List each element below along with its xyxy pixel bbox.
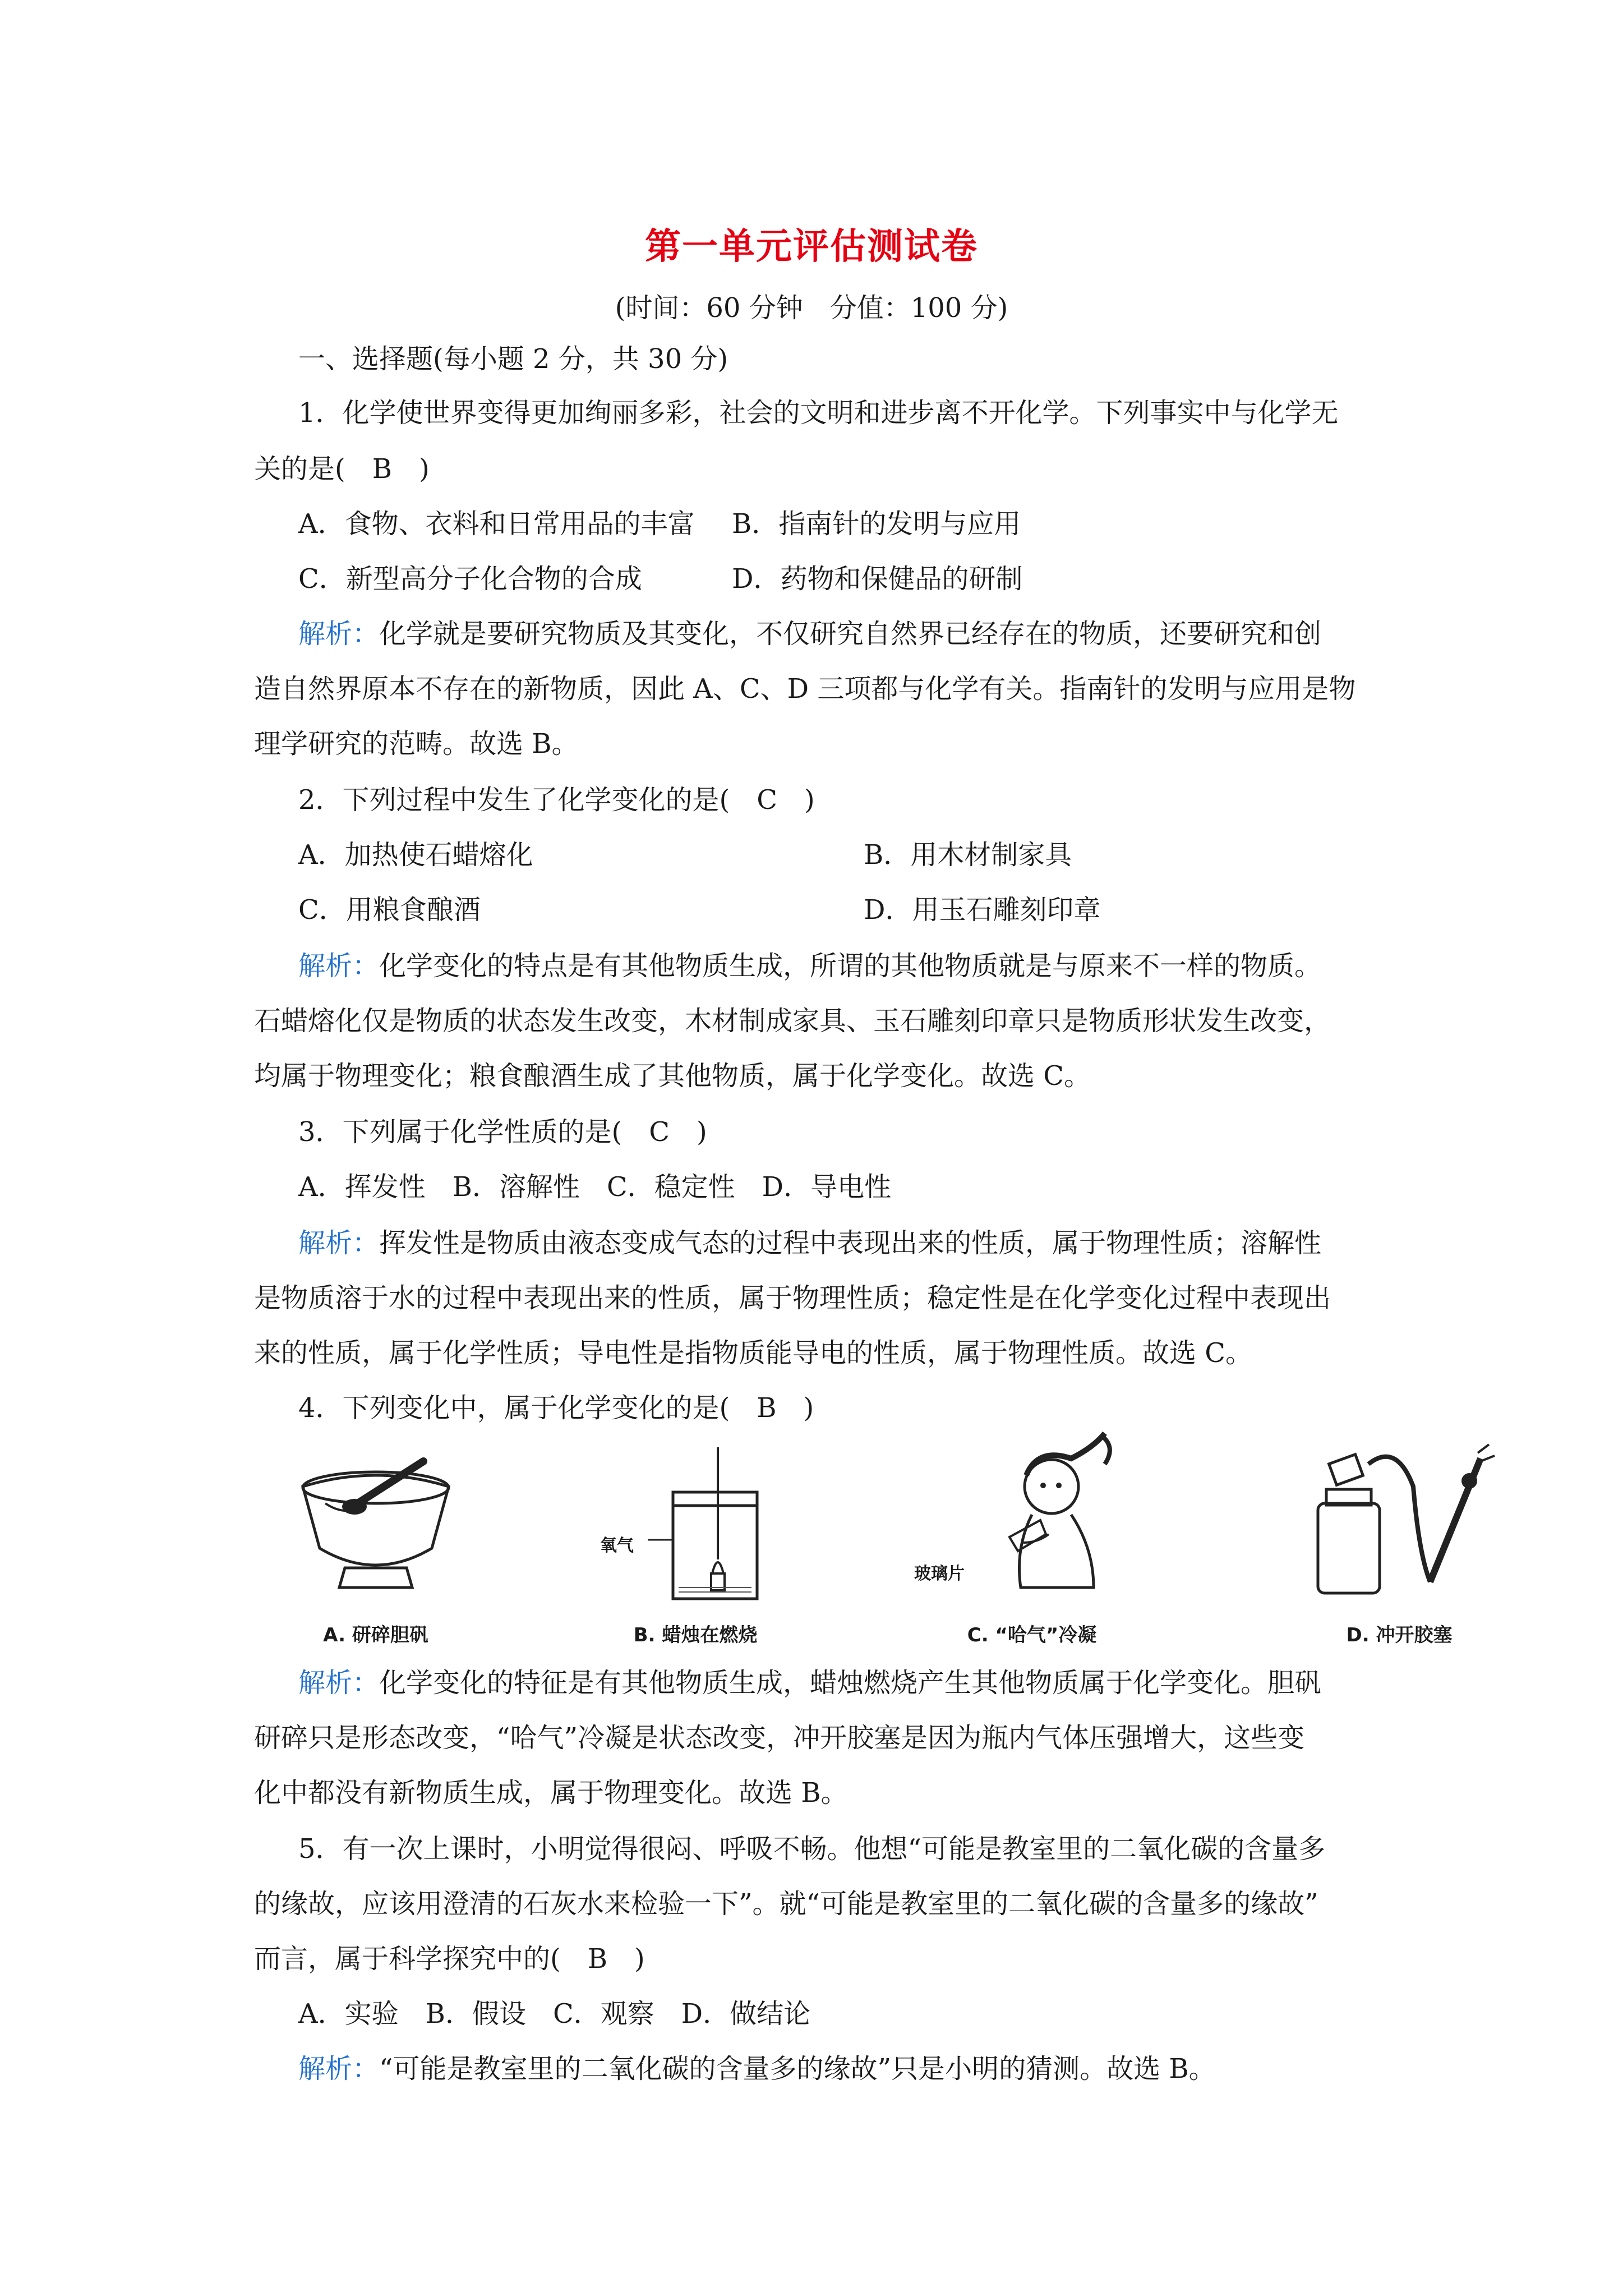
analysis-label: 解析： [298, 618, 380, 650]
q4-caption-d: D. 冲开胶塞 [1346, 1624, 1453, 1646]
q1-analysis-line-2: 造自然界原本不存在的新物质，因此 A、C、D 三项都与化学有关。指南针的发明与应用是物 [254, 673, 1356, 705]
q3-analysis-line-2: 是物质溶于水的过程中表现出来的性质，属于物理性质；稳定性是在化学变化过程中表现出 [254, 1282, 1331, 1314]
q2-stem: 2．下列过程中发生了化学变化的是( C ) [298, 784, 815, 816]
q1-analysis-line-3: 理学研究的范畴。故选 B。 [254, 728, 579, 760]
analysis-label: 解析： [298, 1667, 380, 1699]
q4-analysis-line-1: 解析：化学变化的特征是有其他物质生成，蜡烛燃烧产生其他物质属于化学变化。胆矾 [298, 1667, 1322, 1699]
mortar-pestle-icon [292, 1453, 460, 1610]
q1-stem-line-1: 1．化学使世界变得更加绚丽多彩，社会的文明和进步离不开化学。下列事实中与化学无 [298, 397, 1339, 429]
candle-jar-icon [606, 1447, 785, 1610]
q4-analysis-line-3: 化中都没有新物质生成，属于物理变化。故选 B。 [254, 1777, 848, 1809]
q4-analysis-line-2: 研碎只是形态改变，“哈气”冷凝是状态改变，冲开胶塞是因为瓶内气体压强增大，这些变 [254, 1722, 1305, 1754]
q4-caption-c: C. “哈气”冷凝 [967, 1624, 1097, 1646]
q2-analysis-line-1: 解析：化学变化的特点是有其他物质生成，所谓的其他物质就是与原来不一样的物质。 [298, 950, 1322, 982]
q2-option-a: A．加热使石蜡熔化 [298, 839, 533, 871]
q2-option-b: B．用木材制家具 [864, 839, 1072, 871]
q3-analysis-line-1: 解析：挥发性是物质由液态变成气态的过程中表现出来的性质，属于物理性质；溶解性 [298, 1227, 1322, 1259]
q5-analysis-line-1: 解析：“可能是教室里的二氧化碳的含量多的缘故”只是小明的猜测。故选 B。 [298, 2053, 1216, 2085]
q3-analysis-line-3: 来的性质，属于化学性质；导电性是指物质能导电的性质，属于物理性质。故选 C。 [254, 1337, 1252, 1369]
q4-figure-row [292, 1453, 1497, 1644]
q2-option-d: D．用玉石雕刻印章 [864, 894, 1101, 926]
q2-analysis-line-3: 均属于物理变化；粮食酿酒生成了其他物质，属于化学变化。故选 C。 [254, 1060, 1091, 1092]
q1-option-a: A．食物、衣料和日常用品的丰富 [298, 508, 695, 540]
q4-stem: 4．下列变化中，属于化学变化的是( B ) [298, 1392, 814, 1424]
q4-label-oxygen: 氧气 [600, 1536, 634, 1556]
q2-analysis-line-2: 石蜡熔化仅是物质的状态发生改变，木材制成家具、玉石雕刻印章只是物质形状发生改变， [254, 1005, 1331, 1037]
analysis-label: 解析： [298, 1227, 380, 1259]
analysis-label: 解析： [298, 950, 380, 982]
q4-figure-b [600, 1453, 785, 1646]
q5-stem-line-2: 的缘故，应该用澄清的石灰水来检验一下”。就“可能是教室里的二氧化碳的含量多的缘故” [254, 1888, 1318, 1920]
q1-option-c: C．新型高分子化合物的合成 [298, 563, 642, 595]
analysis-label: 解析： [298, 2053, 380, 2085]
q1-stem-line-2: 关的是( B ) [254, 453, 430, 485]
q5-options: A．实验 B．假设 C．观察 D．做结论 [298, 1998, 811, 2030]
q1-option-b: B．指南针的发明与应用 [732, 508, 1021, 540]
q4-caption-a: A. 研碎胆矾 [323, 1624, 428, 1646]
q5-stem-line-3: 而言，属于科学探究中的( B ) [254, 1943, 645, 1975]
q3-stem: 3．下列属于化学性质的是( C ) [298, 1116, 707, 1148]
q4-caption-b: B. 蜡烛在燃烧 [633, 1624, 758, 1646]
q4-figure-c [914, 1453, 1138, 1646]
page-title: 第一单元评估测试卷 [645, 226, 978, 268]
q1-option-d: D．药物和保健品的研制 [732, 563, 1023, 595]
q5-stem-line-1: 5．有一次上课时，小明觉得很闷、呼吸不畅。他想“可能是教室里的二氧化碳的含量多 [298, 1833, 1326, 1865]
q4-figure-a [292, 1453, 460, 1644]
q4-figure-d [1301, 1453, 1497, 1644]
time-score-info: (时间：60 分钟 分值：100 分) [615, 292, 1008, 324]
q1-analysis-line-1: 解析：化学就是要研究物质及其变化，不仅研究自然界已经存在的物质，还要研究和创 [298, 618, 1322, 650]
q3-options: A．挥发性 B．溶解性 C．稳定性 D．导电性 [298, 1171, 892, 1203]
q2-option-c: C．用粮食酿酒 [298, 894, 481, 926]
bottle-stopper-icon [1301, 1442, 1497, 1604]
section-heading: 一、选择题(每小题 2 分，共 30 分) [298, 343, 728, 375]
q4-label-glass: 玻璃片 [914, 1564, 965, 1584]
